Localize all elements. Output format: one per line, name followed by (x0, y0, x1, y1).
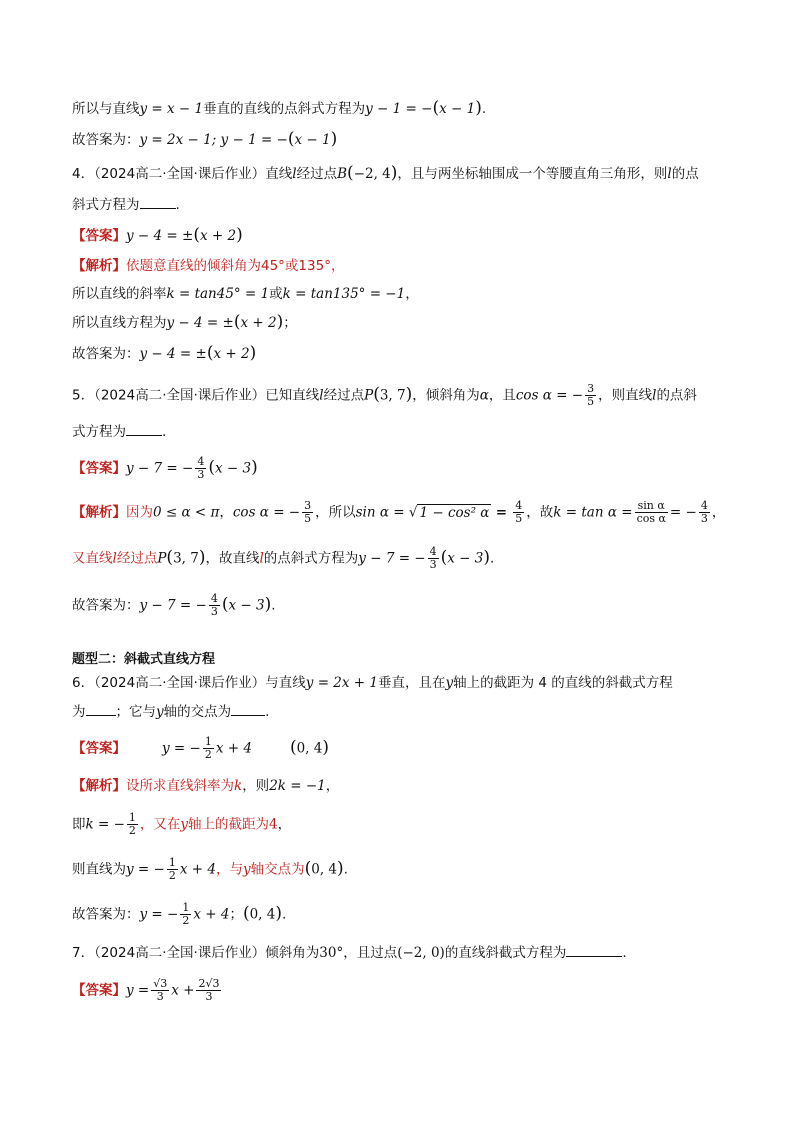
answer-blank (231, 701, 265, 716)
text-line: 所以直线方程为y − 4 = ±(x + 2)； (72, 312, 297, 332)
text-line: 故答案为：y − 4 = ±(x + 2) (72, 343, 257, 363)
answer-line: 【答案】y − 7 = − $\frac{4}{3}$ (x − 3) (72, 455, 258, 481)
text-line: 故答案为：y = 2x − 1; y − 1 = −(x − 1) (72, 129, 338, 149)
text-line: 又直线l经过点P(3, 7)，故直线l的点斜式方程为y − 7 = − $\frac{4}{3}$ (x − 3). (72, 545, 495, 571)
answer-blank (126, 421, 162, 436)
answer-blank (566, 942, 622, 957)
text-line: 则直线为y = − $\frac{1}{2}$ x + 4，与y轴交点为(0, 4). (72, 856, 348, 882)
question-7: 7．（2024高二·全国·课后作业）倾斜角为30°，且过点(−2, 0)的直线斜截式方程为 . (72, 942, 627, 963)
section-title: 题型二：斜截式直线方程 (72, 652, 216, 667)
text-line: 即k = − $\frac{1}{2}$ ，又在y轴上的截距为4， (72, 811, 292, 837)
text-line: 为 ；它与y轴的交点为 . (72, 701, 269, 722)
answer-line: 【答案】 y = − $\frac{1}{2}$ x + 4 (0, 4) (72, 735, 329, 761)
answer-blank (86, 701, 116, 716)
text-line: 所以与直线y = x − 1垂直的直线的点斜式方程为y − 1 = −(x − 1). (72, 98, 487, 118)
text-line: 斜式方程为 . (72, 194, 180, 215)
analysis-line: 【解析】依题意直线的倾斜角为45°或135°， (72, 258, 345, 274)
answer-line: 【答案】y − 4 = ±(x + 2) (72, 225, 243, 245)
text-line: 故答案为：y − 7 = − $\frac{4}{3}$ (x − 3). (72, 592, 276, 618)
analysis-line: 【解析】因为0 ≤ α < π，cos α = − $\frac{3}{5}$ ，所以sin α = √ 1 − cos² α = $\frac{4}{5}$ ，故k = tan α = $\frac{\text{sin α}}{\text{cos α}}$ = − $\frac{4}{3}$ ， (72, 499, 726, 525)
question-6: 6．（2024高二·全国·课后作业）与直线y = 2x + 1垂直，且在y轴上的截距为 4 的直线的斜截式方程 (72, 675, 673, 691)
text-line: 故答案为：y = − $\frac{1}{2}$ x + 4；(0, 4). (72, 901, 287, 927)
answer-line: 【答案】y = $\frac{√3}{3}$ x + $\frac{2√3}{3}$ (72, 977, 220, 1003)
text-line: 所以直线的斜率k = tan45° = 1或k = tan135° = −1， (72, 286, 419, 302)
question-4: 4．（2024高二·全国·课后作业）直线l经过点B(−2, 4)，且与两坐标轴围成一个等腰直角三角形，则l的点 (72, 163, 699, 183)
answer-blank (140, 194, 176, 209)
text-line: 式方程为 . (72, 421, 166, 442)
analysis-line: 【解析】设所求直线斜率为k，则2k = −1， (72, 778, 340, 794)
question-5: 5．（2024高二·全国·课后作业）已知直线l经过点P(3, 7)，倾斜角为α，且cos α = − $\frac{3}{5}$ ，则直线l的点斜 (72, 382, 697, 408)
